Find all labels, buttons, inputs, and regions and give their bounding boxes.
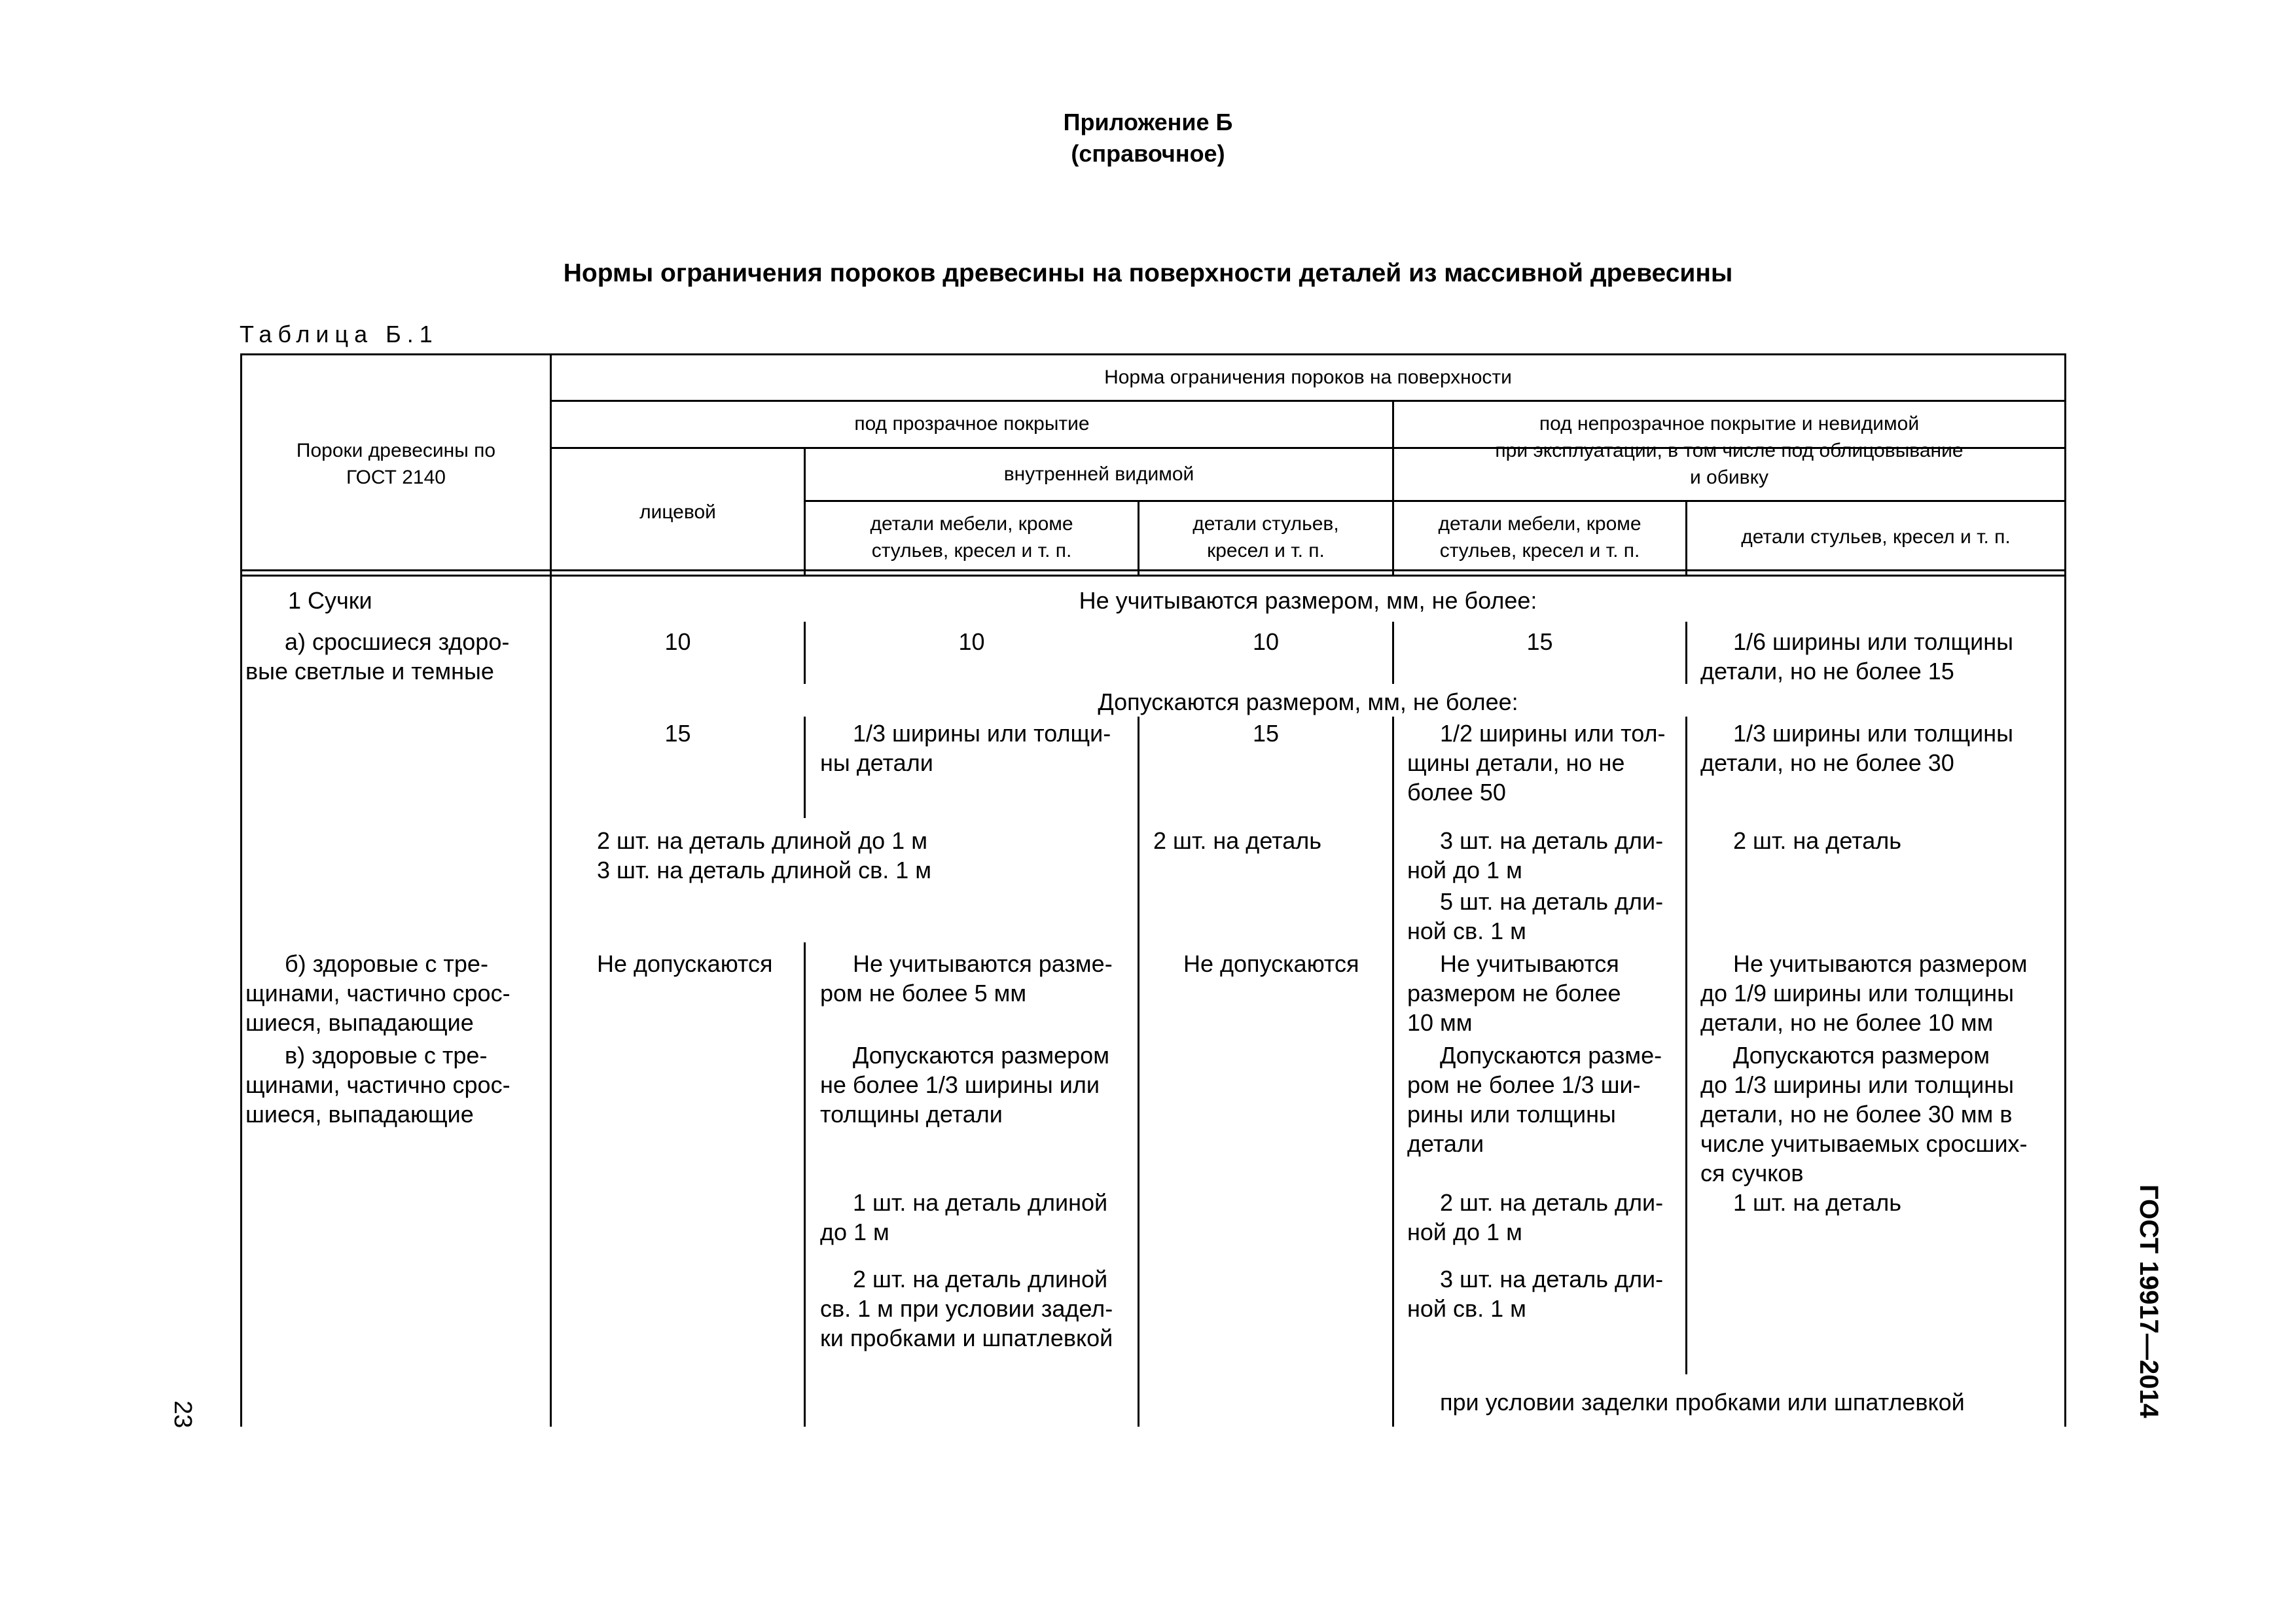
header-defects-line2: ГОСТ 2140 — [346, 467, 446, 488]
row-b-label-line1: б) здоровые с тре- — [285, 950, 488, 977]
row-a-face: 10 — [664, 628, 691, 655]
row-a-label-line2: вые светлые и темные — [245, 658, 494, 685]
row-b-opaque-chairs-line2: до 1/9 ширины или толщины — [1700, 980, 2014, 1007]
row-v-opaque-chairs-line3: детали, но не более 30 мм в — [1700, 1101, 2013, 1128]
allowed-opaque-chairs-line1: 1/3 ширины или толщины — [1733, 720, 2013, 747]
header-inner: внутренней видимой — [1003, 463, 1194, 485]
allowed-inner-furniture-line1: 1/3 ширины или толщи- — [853, 720, 1111, 747]
allowed-span: Допускаются размером, мм, не более: — [1098, 688, 1518, 715]
row-v-count-opaque-b-line2: ной св. 1 м — [1407, 1295, 1526, 1322]
row-v-count-opaque-a-line1: 2 шт. на деталь дли- — [1440, 1189, 1664, 1216]
header-transparent: под прозрачное покрытие — [854, 413, 1090, 435]
row-v-label — [245, 1041, 511, 1129]
count-transparent — [597, 826, 931, 885]
count-opaque-furniture-a-line1: 3 шт. на деталь дли- — [1440, 827, 1664, 854]
row-a-opaque-furniture: 15 — [1526, 628, 1553, 655]
allowed-inner-furniture-line2: ны детали — [820, 749, 933, 776]
row-b-inner-furniture-line2: ром не более 5 мм — [820, 980, 1027, 1007]
count-opaque-furniture-b-line1: 5 шт. на деталь дли- — [1440, 888, 1664, 915]
row-a-inner-furniture: 10 — [958, 628, 985, 655]
row-v-count-opaque-chairs: 1 шт. на деталь — [1733, 1189, 1902, 1216]
row-a-opaque-chairs-line1: 1/6 ширины или толщины — [1733, 628, 2013, 655]
row-v-opaque-chairs-line1: Допускаются размером — [1733, 1042, 1990, 1069]
allowed-inner-chairs: 15 — [1252, 720, 1280, 747]
header-col-chairs-2: детали стульев, кресел и т. п. — [1741, 526, 2011, 548]
allowed-inner-furniture — [820, 719, 1111, 777]
row-v-opaque-chairs — [1700, 1041, 2028, 1188]
header-opaque — [1394, 410, 2064, 491]
row-v-inner-furniture-line3: толщины детали — [820, 1101, 1003, 1128]
header-opaque-line1: под непрозрачное покрытие и невидимой — [1539, 413, 1920, 435]
row-v-label-line3: шиеся, выпадающие — [245, 1101, 474, 1128]
count-transparent-line1: 2 шт. на деталь длиной до 1 м — [597, 827, 927, 854]
row-v-opaque-furniture-line1: Допускаются разме- — [1440, 1042, 1662, 1069]
table-label: Таблица Б.1 — [240, 321, 439, 348]
row-v-opaque-chairs-line5: ся сучков — [1700, 1160, 1804, 1186]
row-knots-label: 1 Сучки — [288, 587, 372, 614]
count-opaque-chairs: 2 шт. на деталь — [1733, 827, 1902, 854]
row-v-count-inner-a-line2: до 1 м — [820, 1219, 889, 1245]
row-b-inner-furniture — [820, 949, 1113, 1008]
row-v-opaque-furniture — [1407, 1041, 1662, 1158]
row-v-count-inner-a-line1: 1 шт. на деталь длиной — [853, 1189, 1108, 1216]
row-b-opaque-furniture — [1407, 949, 1621, 1037]
row-v-opaque-furniture-line3: рины или толщины — [1407, 1101, 1616, 1128]
appendix-type: (справочное) — [1071, 140, 1225, 167]
allowed-opaque-furniture-line1: 1/2 ширины или тол- — [1440, 720, 1666, 747]
row-a-inner-chairs: 10 — [1252, 628, 1280, 655]
row-knots-span: Не учитываются размером, мм, не более: — [1079, 587, 1537, 614]
allowed-opaque-chairs — [1700, 719, 2013, 777]
row-v-count-inner-b-line2: св. 1 м при условии задел- — [820, 1295, 1113, 1322]
row-v-inner-furniture-line2: не более 1/3 ширины или — [820, 1071, 1100, 1098]
row-b-opaque-furniture-line2: размером не более — [1407, 980, 1621, 1007]
header-defects — [242, 437, 550, 491]
count-opaque-furniture-b — [1407, 887, 1663, 946]
header-col-chairs-1 — [1139, 510, 1392, 564]
page-title: Нормы ограничения пороков древесины на поверхности деталей из массивной древесины — [563, 259, 1733, 287]
row-v-opaque-furniture-line4: детали — [1407, 1130, 1484, 1157]
row-b-opaque-chairs — [1700, 949, 2028, 1037]
header-col-furniture-1-line1: детали мебели, кроме — [870, 513, 1073, 535]
count-inner-chairs: 2 шт. на деталь — [1153, 827, 1322, 854]
header-col-furniture-1 — [806, 510, 1138, 564]
row-b-label-line3: шиеся, выпадающие — [245, 1009, 474, 1036]
row-b-opaque-furniture-line3: 10 мм — [1407, 1009, 1473, 1036]
allowed-opaque-furniture — [1407, 719, 1665, 807]
row-b-opaque-chairs-line1: Не учитываются размером — [1733, 950, 2028, 977]
footnote-span: при условии заделки пробками или шпатлевкой — [1440, 1389, 1965, 1416]
header-col-furniture-1-line2: стульев, кресел и т. п. — [871, 540, 1072, 562]
row-v-inner-furniture — [820, 1041, 1109, 1129]
standard-id: ГОСТ 19917—2014 — [2134, 1185, 2163, 1418]
row-v-label-line2: щинами, частично срос- — [245, 1071, 511, 1098]
header-col-furniture-2-line1: детали мебели, кроме — [1438, 513, 1641, 535]
row-v-label-line1: в) здоровые с тре- — [285, 1042, 488, 1069]
row-v-count-opaque-a — [1407, 1188, 1663, 1247]
allowed-opaque-furniture-line3: более 50 — [1407, 779, 1506, 806]
count-opaque-furniture-a — [1407, 826, 1663, 885]
row-v-count-opaque-b — [1407, 1264, 1663, 1323]
count-opaque-furniture-b-line2: ной св. 1 м — [1407, 918, 1526, 944]
row-a-opaque-chairs — [1700, 627, 2013, 686]
row-a-opaque-chairs-line2: детали, но не более 15 — [1700, 658, 1954, 685]
header-defects-line1: Пороки древесины по — [296, 440, 496, 461]
appendix-title: Приложение Б — [1063, 109, 1233, 135]
row-v-count-inner-b — [820, 1264, 1113, 1353]
row-b-opaque-chairs-line3: детали, но не более 10 мм — [1700, 1009, 1994, 1036]
header-opaque-line2: при эксплуатации, в том числе под облицовывание — [1495, 440, 1964, 461]
header-col-furniture-2 — [1394, 510, 1685, 564]
header-face: лицевой — [639, 501, 716, 523]
row-b-inner-furniture-line1: Не учитываются разме- — [853, 950, 1113, 977]
row-v-count-opaque-b-line1: 3 шт. на деталь дли- — [1440, 1266, 1664, 1293]
row-v-opaque-furniture-line2: ром не более 1/3 ши- — [1407, 1071, 1641, 1098]
header-col-chairs-1-line1: детали стульев, — [1193, 513, 1339, 535]
row-a-label — [245, 627, 509, 686]
row-a-label-line1: а) сросшиеся здоро- — [285, 628, 510, 655]
row-v-count-inner-b-line1: 2 шт. на деталь длиной — [853, 1266, 1108, 1293]
count-transparent-line2: 3 шт. на деталь длиной св. 1 м — [597, 857, 932, 883]
row-v-opaque-chairs-line4: числе учитываемых сросших- — [1700, 1130, 2028, 1157]
allowed-opaque-chairs-line2: детали, но не более 30 — [1700, 749, 1954, 776]
header-col-furniture-2-line2: стульев, кресел и т. п. — [1439, 540, 1640, 562]
allowed-face: 15 — [664, 720, 691, 747]
page-number: 23 — [169, 1400, 196, 1429]
row-b-label-line2: щинами, частично срос- — [245, 980, 511, 1007]
row-v-count-opaque-a-line2: ной до 1 м — [1407, 1219, 1522, 1245]
row-b-opaque-furniture-line1: Не учитываются — [1440, 950, 1619, 977]
header-norm: Норма ограничения пороков на поверхности — [1104, 366, 1512, 388]
row-b-inner-chairs: Не допускаются — [1183, 950, 1359, 977]
row-v-inner-furniture-line1: Допускаются размером — [853, 1042, 1109, 1069]
row-v-count-inner-a — [820, 1188, 1107, 1247]
header-col-chairs-1-line2: кресел и т. п. — [1207, 540, 1325, 562]
row-b-label — [245, 949, 511, 1037]
row-v-count-inner-b-line3: ки пробками и шпатлевкой — [820, 1325, 1113, 1351]
count-opaque-furniture-a-line2: ной до 1 м — [1407, 857, 1522, 883]
row-b-face: Не допускаются — [597, 950, 773, 977]
row-v-opaque-chairs-line2: до 1/3 ширины или толщины — [1700, 1071, 2014, 1098]
header-opaque-line3: и обивку — [1689, 467, 1769, 488]
allowed-opaque-furniture-line2: щины детали, но не — [1407, 749, 1625, 776]
